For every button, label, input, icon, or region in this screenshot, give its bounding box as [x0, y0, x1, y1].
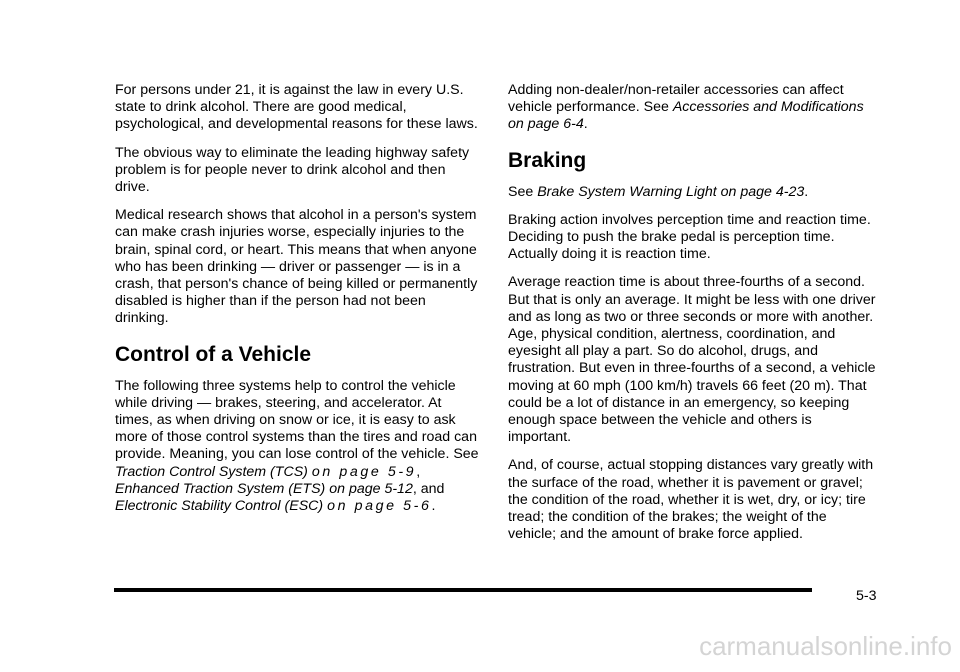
- paragraph-reaction-time: Average reaction time is about three-fourths of a second. But that is only an average. It might be less with one driver and as long as two or three seconds or more with another. Age, physical condition, alertness, coordination, and eyesight all play a part. So do alcohol, drugs, and frustration. But even in three-fourths of a second, a vehicle moving at 60 mph (100 km/h) travels 66 feet (20 m). That could be a lot of distance in an emergency, so keeping enough space between the vehicle and others is important.: [508, 274, 876, 446]
- paragraph-accessories: [508, 82, 876, 134]
- left-column: [115, 82, 481, 526]
- ets-reference-link[interactable]: Enhanced Traction System (ETS): [115, 480, 326, 497]
- esc-page-reference[interactable]: on page 5-6: [327, 498, 432, 515]
- paragraph-under-21: For persons under 21, it is against the law in every U.S. state to drink alcohol. There are good medical, psychological, and developmental reasons for these laws.: [115, 82, 478, 133]
- see-text: See: [508, 183, 538, 200]
- paragraph-control-systems: [115, 378, 481, 516]
- ets-page-reference[interactable]: on page 5-12: [329, 480, 413, 497]
- paragraph-see-brake-warning: [508, 184, 876, 201]
- heading-control-of-vehicle: Control of a Vehicle: [115, 342, 312, 366]
- separator-1: ,: [416, 463, 421, 480]
- brake-warning-reference-link[interactable]: Brake System Warning Light on page 4-23: [537, 183, 805, 200]
- right-column: [508, 82, 876, 554]
- tcs-reference-link[interactable]: Traction Control System (TCS): [115, 463, 308, 480]
- paragraph-eliminate-problem: The obvious way to eliminate the leading highway safety problem is for people never to drink alcohol and then drive.: [115, 144, 470, 196]
- watermark: carmanualsonline.info: [699, 631, 952, 661]
- heading-braking: Braking: [508, 148, 587, 172]
- accessories-reference-link[interactable]: Accessories and Modifications on page 6-4: [508, 99, 864, 133]
- paragraph-stopping-distances: And, of course, actual stopping distances vary greatly with the surface of the road, whether it is pavement or gravel; the condition of the road, whether it is wet, dry, or icy; tire tread; the condition of the brakes; the weight of the vehicle; and the amount of brake force applied.: [508, 457, 874, 543]
- page-number: 5-3: [856, 588, 877, 604]
- tcs-page-reference[interactable]: on page 5-9: [311, 463, 417, 480]
- paragraph-medical-research: Medical research shows that alcohol in a person's system can make crash injuries worse, especially injuries to the brain, spinal cord, or heart. This means that when anyone who has been drinking — driver or passenger — is in a crash, that person's chance of being killed or permanently disabled is higher than if the person had not been drinking.: [115, 207, 478, 327]
- control-end: .: [431, 498, 436, 515]
- esc-reference-link[interactable]: Electronic Stability Control (ESC): [115, 498, 324, 515]
- control-text: The following three systems help to control the vehicle while driving — brakes, steering, and accelerator. At times, as when driving on snow or ice, it is easy to ask more of those control systems than the tires and road can provide. Meaning, you can lose control of the vehicle. See: [115, 377, 479, 463]
- separator-2: , and: [412, 480, 445, 497]
- see-end: .: [804, 183, 809, 200]
- paragraph-braking-action: Braking action involves perception time and reaction time. Deciding to push the brake pedal is perception time. Actually doing it is reaction time.: [508, 211, 871, 263]
- footer-rule: [114, 588, 812, 592]
- accessories-text: Adding non-dealer/non-retailer accessories can affect vehicle performance. See: [508, 82, 844, 116]
- accessories-end: .: [583, 116, 588, 133]
